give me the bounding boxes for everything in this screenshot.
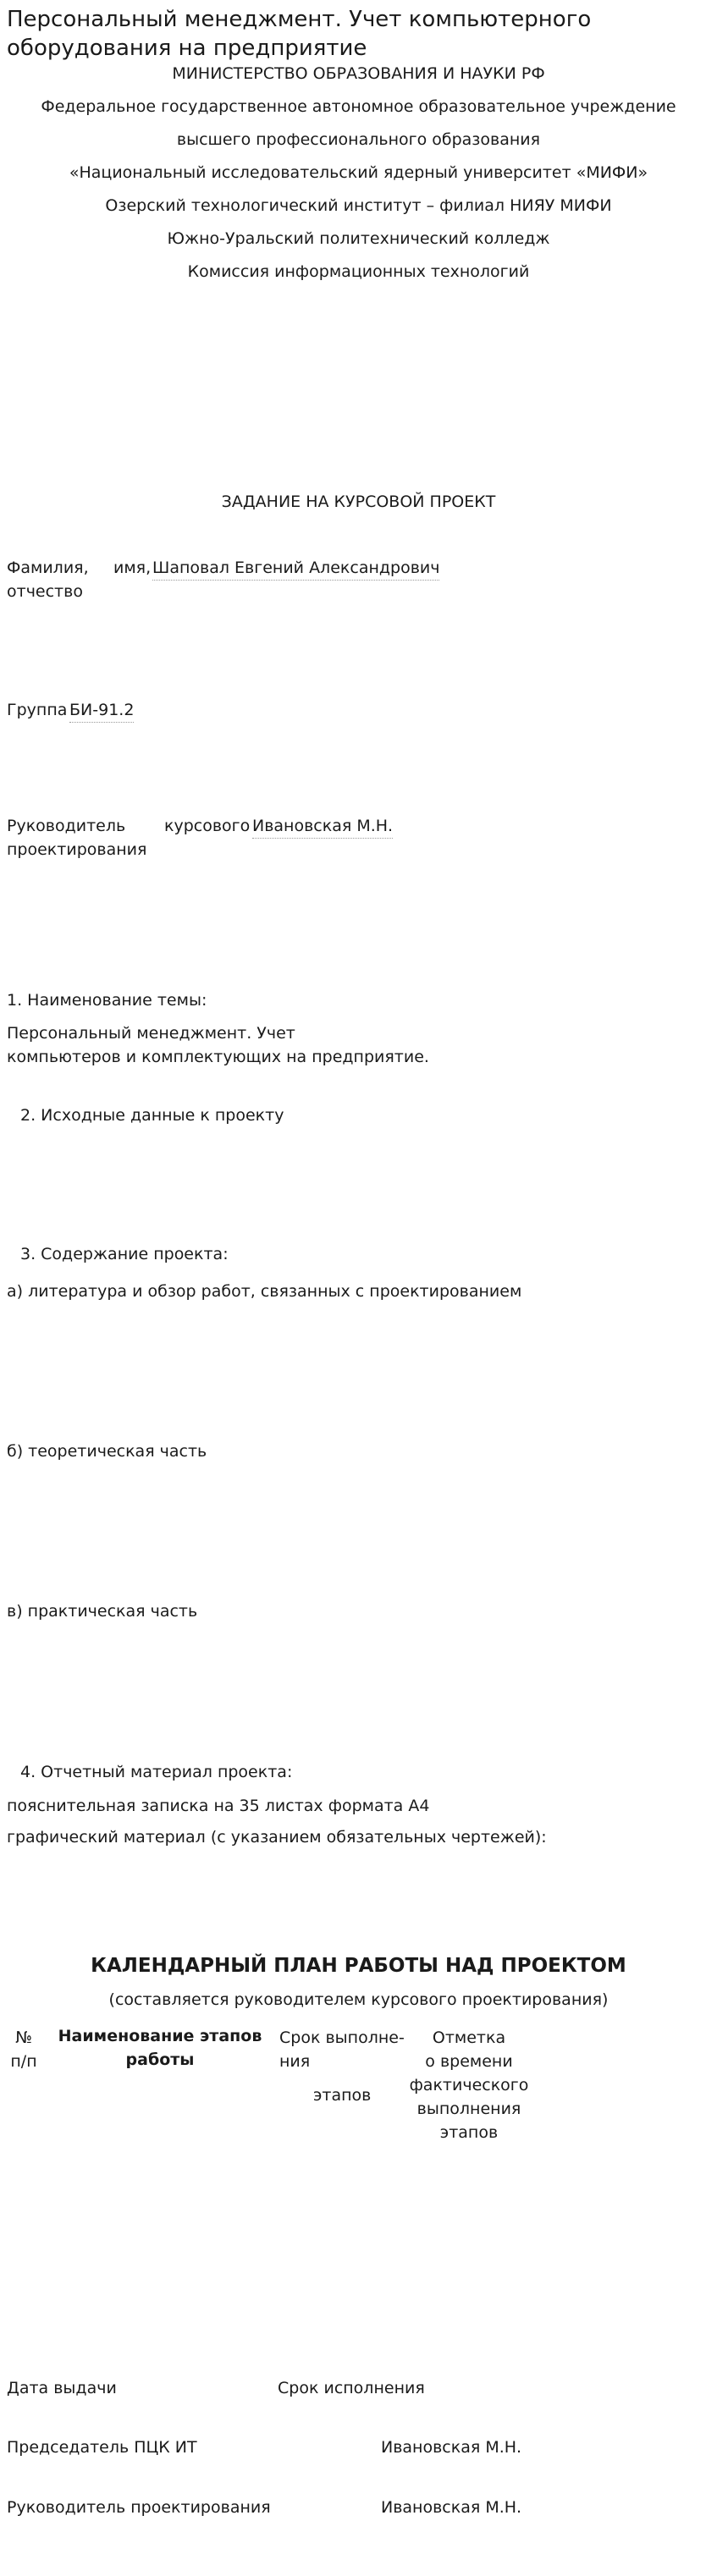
section3-item-a: а) литература и обзор работ, связанных с проектированием bbox=[7, 1282, 522, 1301]
section2-heading: 2. Исходные данные к проекту bbox=[20, 1106, 284, 1125]
calendar-subtitle: (составляется руководителем курсового проектирования) bbox=[108, 1990, 609, 2009]
section3-heading: 3. Содержание проекта: bbox=[20, 1245, 229, 1263]
header-university: «Национальный исследовательский ядерный университет «МИФИ» bbox=[69, 163, 648, 182]
section3-item-c: в) практическая часть bbox=[7, 1602, 198, 1621]
chair-label: Председатель ПЦК ИТ bbox=[7, 2438, 197, 2457]
section1-text-line1: Персональный менеджмент. Учет bbox=[7, 1024, 295, 1043]
page-title: Персональный менеджмент. Учет компьютерного оборудования на предприятие bbox=[7, 7, 592, 61]
student-name-value: Шаповал Евгений Александрович bbox=[152, 556, 439, 581]
section1-text-line2: компьютеров и комплектующих на предприятие. bbox=[7, 1048, 429, 1066]
header-ministry: МИНИСТЕРСТВО ОБРАЗОВАНИЯ И НАУКИ РФ bbox=[172, 64, 545, 83]
calendar-col-deadline: Срок выполне- ния этапов bbox=[279, 2028, 405, 2105]
section4-heading: 4. Отчетный материал проекта: bbox=[20, 1763, 293, 1781]
supervisor-label-part3: проектирования bbox=[7, 840, 147, 859]
calendar-title: КАЛЕНДАРНЫЙ ПЛАН РАБОТЫ НАД ПРОЕКТОМ bbox=[91, 1955, 626, 1977]
header-college: Южно-Уральский политехнический колледж bbox=[167, 229, 550, 248]
section1-heading: 1. Наименование темы: bbox=[7, 991, 207, 1010]
supervisor-label-part2: курсового bbox=[164, 817, 251, 835]
supervisor-signature-label: Руководитель проектирования bbox=[7, 2498, 271, 2517]
group-value: БИ-91.2 bbox=[69, 698, 134, 723]
due-date-label: Срок исполнения bbox=[278, 2379, 425, 2397]
chair-name: Ивановская М.Н. bbox=[381, 2438, 522, 2457]
calendar-col-number: № п/п bbox=[10, 2028, 37, 2071]
issue-date-label: Дата выдачи bbox=[7, 2379, 117, 2397]
header-institution-type: Федеральное государственное автономное образовательное учреждение bbox=[41, 97, 676, 116]
supervisor-label-part1: Руководитель bbox=[7, 817, 126, 835]
student-label-patronymic: отчество bbox=[7, 582, 83, 601]
header-commission: Комиссия информационных технологий bbox=[187, 262, 530, 281]
group-label: Группа bbox=[7, 701, 68, 719]
assignment-title: ЗАДАНИЕ НА КУРСОВОЙ ПРОЕКТ bbox=[221, 493, 496, 511]
header-education-level: высшего профессионального образования bbox=[176, 130, 541, 149]
supervisor-value: Ивановская М.Н. bbox=[252, 814, 393, 839]
calendar-col-actual-mark: Отметка о времени фактического выполнения этапов bbox=[409, 2028, 529, 2142]
section4-line2: графический материал (с указанием обязательных чертежей): bbox=[7, 1828, 547, 1847]
student-label-surname: Фамилия, bbox=[7, 559, 89, 577]
header-institute: Озерский технологический институт – филиал НИЯУ МИФИ bbox=[105, 196, 612, 215]
student-label-name: имя, bbox=[113, 559, 152, 577]
calendar-col-stage-name: Наименование этапов работы bbox=[58, 2027, 262, 2069]
section3-item-b: б) теоретическая часть bbox=[7, 1442, 207, 1461]
supervisor-signature-name: Ивановская М.Н. bbox=[381, 2498, 522, 2517]
section4-line1: пояснительная записка на 35 листах формата А4 bbox=[7, 1797, 430, 1815]
